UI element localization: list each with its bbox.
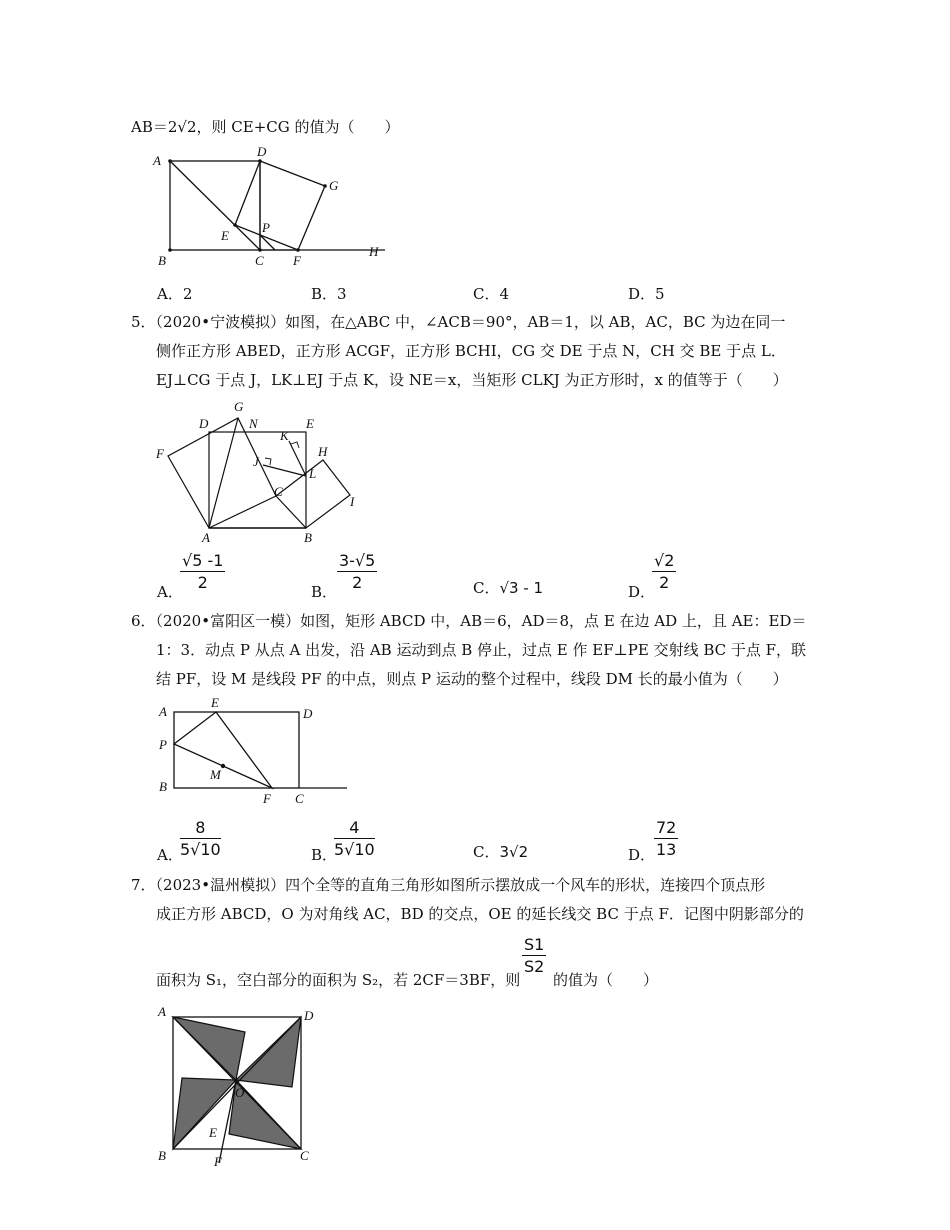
q7-figure — [152, 1000, 322, 1170]
q6-label-b: B — [159, 779, 167, 794]
q7-label-a: A — [158, 1004, 166, 1019]
q5-option-d-fraction: √2 2 — [654, 551, 675, 592]
q6-option-b[interactable]: B． — [311, 846, 338, 864]
q4-label-e: E — [221, 228, 229, 243]
q5-option-d[interactable]: D． — [628, 583, 656, 601]
q5-label-e: E — [306, 416, 314, 431]
q6-line-2: 1：3．动点 P 从点 A 出发，沿 AB 运动到点 B 停止，过点 E 作 EF⊥PE 交射线 BC 于点 F，联 — [156, 641, 807, 659]
q7-number: 7． — [131, 876, 156, 894]
q5-label-b: B — [304, 530, 312, 545]
q6-figure — [152, 693, 362, 808]
q6-option-c[interactable]: C．3√2 — [473, 843, 529, 861]
q5-number: 5． — [131, 313, 156, 331]
q5-line-1: 5．（2020•宁波模拟）如图，在△ABC 中，∠ACB＝90°，AB＝1，以 AB，AC，BC 为边在同一 — [131, 313, 786, 331]
q5-label-c: C — [274, 484, 283, 499]
q6-option-a-fraction: 8 5√10 — [180, 818, 221, 859]
q6-option-a[interactable]: A． — [157, 846, 183, 864]
q6-label-f: F — [263, 791, 271, 806]
q4-label-a: A — [153, 153, 161, 168]
q4-label-p: P — [262, 220, 270, 235]
q6-option-d-fraction: 72 13 — [656, 818, 677, 859]
q6-option-b-fraction: 4 5√10 — [334, 818, 375, 859]
q4-option-c[interactable]: C．4 — [473, 285, 510, 303]
q5-label-g: G — [234, 399, 244, 414]
q5-label-a: A — [202, 530, 210, 545]
q4-figure — [150, 143, 390, 268]
q6-line-1: 6．（2020•富阳区一模）如图，矩形 ABCD 中，AB＝6，AD＝8，点 E 在边 AD 上，且 AE：ED＝ — [131, 612, 807, 630]
q5-source: （2020•宁波模拟） — [155, 313, 286, 331]
q6-label-c: C — [295, 791, 304, 806]
q4-label-b: B — [158, 253, 166, 268]
q5-label-h: H — [318, 444, 328, 459]
q5-label-f: F — [156, 446, 164, 461]
q6-label-m: M — [210, 767, 221, 782]
q7-label-f: F — [214, 1154, 222, 1169]
q6-number: 6． — [131, 612, 156, 630]
q7-line-4: 的值为（ ） — [553, 971, 659, 989]
q5-option-a[interactable]: A． — [157, 583, 183, 601]
q6-option-d[interactable]: D． — [628, 846, 656, 864]
q4-option-d[interactable]: D．5 — [628, 285, 665, 303]
q6-label-d: D — [303, 706, 313, 721]
q4-option-b[interactable]: B．3 — [311, 285, 347, 303]
q5-figure — [152, 398, 372, 548]
q5-option-c[interactable]: C．√3 - 1 — [473, 579, 544, 597]
q5-label-d: D — [199, 416, 209, 431]
q4-stem-tail — [131, 116, 400, 138]
q6-line-3: 结 PF，设 M 是线段 PF 的中点，则点 P 运动的整个过程中，线段 DM 长的最小值为（ ） — [156, 670, 788, 688]
q7-line-1: 7．（2023•温州模拟）四个全等的直角三角形如图所示摆放成一个风车的形状，连接四个顶点形 — [131, 876, 766, 894]
q7-source: （2023•温州模拟） — [155, 876, 286, 894]
q5-label-n: N — [249, 416, 258, 431]
q4-stem-text: AB＝2√2，则 CE+CG 的值为（ ） — [131, 118, 400, 136]
q5-line-3: EJ⊥CG 于点 J，LK⊥EJ 于点 K，设 NE＝x，当矩形 CLKJ 为正方形时，x 的值等于（ ） — [156, 371, 788, 389]
q4-label-g: G — [329, 178, 339, 193]
q4-label-h: H — [369, 244, 379, 259]
q6-source: （2020•富阳区一模） — [155, 612, 301, 630]
q5-label-k: K — [280, 428, 289, 443]
q4-label-c: C — [255, 253, 264, 268]
q4-label-f: F — [293, 253, 301, 268]
q4-option-a[interactable]: A．2 — [157, 285, 193, 303]
q6-label-a: A — [159, 704, 167, 719]
q6-label-e: E — [211, 695, 219, 710]
q7-line-3: 面积为 S₁，空白部分的面积为 S₂，若 2CF＝3BF，则 — [156, 971, 521, 989]
q6-label-p: P — [159, 737, 167, 752]
q7-ratio-fraction: S1 S2 — [524, 935, 545, 976]
q5-option-a-fraction: √5 -1 2 — [182, 551, 224, 592]
q7-label-o: O — [235, 1085, 245, 1100]
q5-option-b[interactable]: B． — [311, 583, 338, 601]
q5-label-j: J — [253, 454, 259, 469]
q5-option-b-fraction: 3-√5 2 — [339, 551, 376, 592]
q7-label-d: D — [304, 1008, 314, 1023]
q5-label-i: I — [350, 494, 355, 509]
q7-label-c: C — [300, 1148, 309, 1163]
q4-label-d: D — [257, 144, 267, 159]
q7-label-b: B — [158, 1148, 166, 1163]
q5-label-l: L — [309, 466, 317, 481]
q5-line-2: 侧作正方形 ABED，正方形 ACGF，正方形 BCHI，CG 交 DE 于点 N，CH 交 BE 于点 L． — [156, 342, 786, 360]
q7-label-e: E — [209, 1125, 217, 1140]
q7-line-2: 成正方形 ABCD，O 为对角线 AC，BD 的交点，OE 的延长线交 BC 于点 F．记图中阴影部分的 — [156, 905, 804, 923]
